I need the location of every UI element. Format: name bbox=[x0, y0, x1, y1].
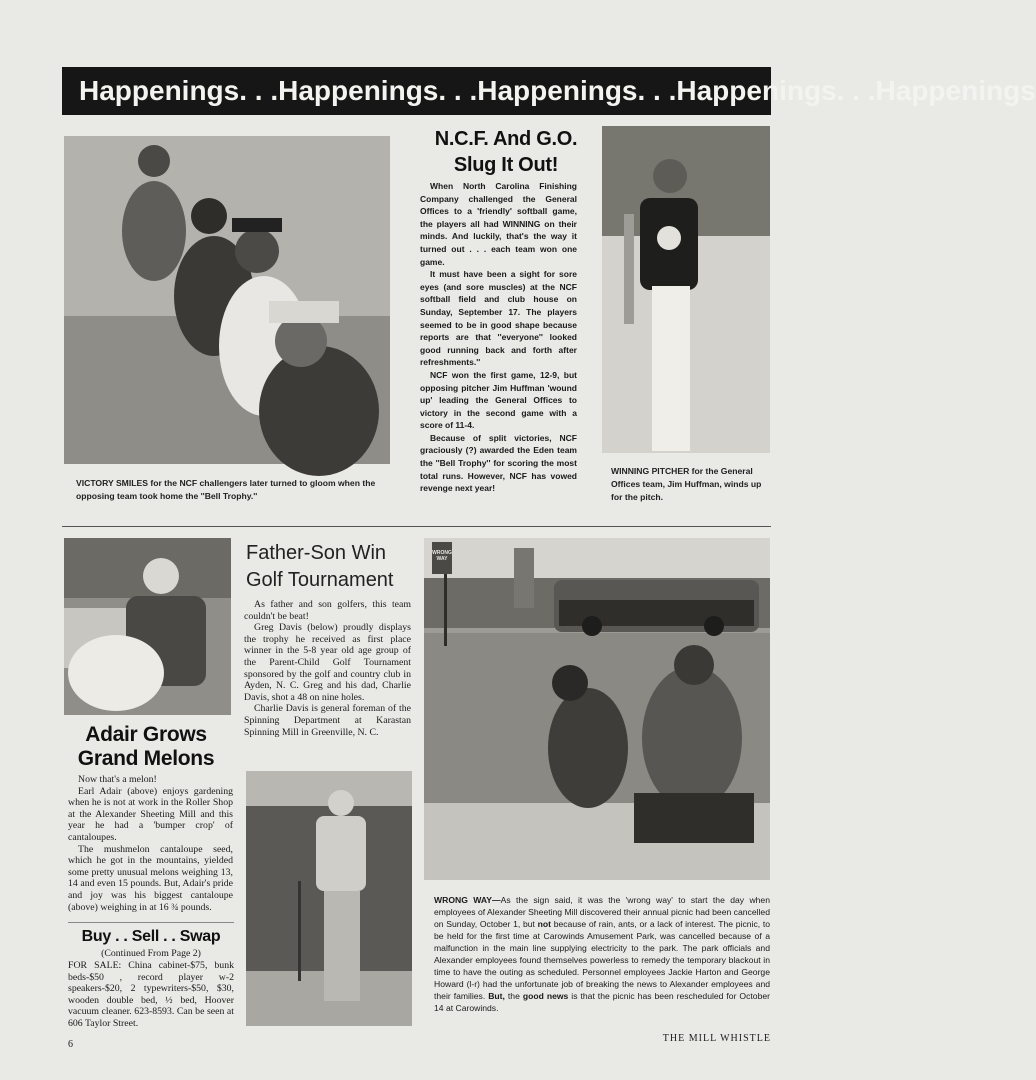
golf-paragraph: Greg Davis (below) proudly displays the trophy he received as first place winner in the 5-8 year old age group of the Parent-Child Golf Tournament sponsored by the golf and country club in Ayden, N. C. Greg and his dad, Charlie Davis, shot a 48 on nine holes. bbox=[244, 622, 411, 703]
wrong-way-text: As the sign said, it was the 'wrong way' to start the day when employees of Alexander Sheeting Mill discovered their annual picnic had been cancelled on Sunday, October 1, but bbox=[434, 895, 770, 929]
golf-paragraph: Charlie Davis is general foreman of the Spinning Department at Karastan Spinning Mill in Greenville, N. C. bbox=[244, 703, 411, 738]
wrong-way-sign-text: WRONG WAY bbox=[432, 550, 452, 562]
melon-paragraph: Earl Adair (above) enjoys gardening when he is not at work in the Roller Shop at the Alexander Sheeting Mill and this year he had a 'bumper crop' of cantaloupes. bbox=[68, 785, 233, 843]
swap-continued: (Continued From Page 2) bbox=[101, 948, 201, 959]
wrong-way-but: But, bbox=[488, 991, 505, 1001]
softball-players-photo bbox=[64, 136, 390, 464]
softball-paragraph: Because of split victories, NCF graciously (?) awarded the Eden team the ''Bell Trophy'' for scoring the most total runs. However, NCF has vowed revenge next year! bbox=[420, 432, 577, 494]
melon-paragraph: The mushmelon cantaloupe seed, which he got in the mountains, yielded some pretty unusual melons weighing 13, 14 and even 15 pounds. But, Adair's pride and joy was his biggest cantaloupe (above) weighing in at 16 ¾ pounds. bbox=[68, 843, 233, 913]
softball-paragraph: When North Carolina Finishing Company challenged the General Offices to a 'friendly' softball game, the players all had WINNING on their minds. And luckily, that's the way it turned out . . . each team won one game. bbox=[420, 181, 577, 267]
melon-article-body bbox=[68, 774, 233, 913]
banner-text: Happenings. . .Happenings. . .Happenings. . .Happenings. . .Happenings bbox=[79, 75, 1036, 106]
softball-paragraph: It must have been a sight for sore eyes (and sore muscles) at the NCF softball field and club house on Sunday, September 17. The players seemed to be in good shape because reports are that ''everyone'' looked good running back and forth after refreshments.'' bbox=[420, 269, 577, 368]
wrong-way-lead: WRONG WAY— bbox=[434, 895, 501, 905]
softball-article-body bbox=[420, 180, 577, 495]
golfer-photo bbox=[246, 771, 412, 1026]
wrong-way-photo bbox=[424, 538, 770, 880]
swap-listing: FOR SALE: China cabinet-$75, bunk beds-$50 , record player w-2 speakers-$20, 2 typewriters-$50, $30, wooden double bed, ½ bed, Hoover vacuum cleaner. 623-8593. Can be seen at 606 Taylor Street. bbox=[68, 960, 234, 1029]
softball-photo-caption: VICTORY SMILES for the NCF challengers later turned to gloom when the opposing team took home the ''Bell Trophy.'' bbox=[76, 478, 376, 501]
melon-paragraph: Now that's a melon! bbox=[78, 774, 157, 785]
swap-divider bbox=[68, 922, 234, 923]
golf-article-body bbox=[244, 599, 411, 738]
wrong-way-text: because of rain, ants, or a lack of interest. The picnic, to be held for the first time at Carowinds Amusement Park, was cancelled because of a malfunction in the main line supplying electricity to the park. The park officials and Alexander employees found themselves powerless to remedy the temporary blackout in time to have the outing as scheduled. Personnel employees Jackie Harton and George Howard (l-r) had the unfortunate job of breaking the news to Alexander employees and their families. bbox=[434, 919, 770, 1001]
golf-paragraph: As father and son golfers, this team couldn't be beat! bbox=[244, 599, 411, 622]
wrong-way-not: not bbox=[537, 919, 551, 929]
softball-headline: N.C.F. And G.O. Slug It Out! bbox=[434, 128, 578, 176]
melon-photo bbox=[64, 538, 231, 715]
melon-headline: Adair Grows Grand Melons bbox=[77, 723, 215, 770]
section-divider bbox=[62, 526, 771, 527]
wrong-way-text: is that the picnic has been rescheduled for October 14 at Carowinds. bbox=[434, 991, 771, 1013]
swap-headline: Buy . . Sell . . Swap bbox=[81, 928, 221, 945]
pitcher-photo-caption: WINNING PITCHER for the General Offices team, Jim Huffman, winds up for the pitch. bbox=[611, 466, 762, 502]
publication-name: THE MILL WHISTLE bbox=[662, 1033, 771, 1044]
wrong-way-good-news: good news bbox=[522, 991, 569, 1001]
golf-headline: Father-Son Win Golf Tournament bbox=[246, 542, 394, 591]
softball-paragraph: NCF won the first game, 12-9, but opposing pitcher Jim Huffman 'wound up' leading the General Offices to victory in the second game with a score of 11-4. bbox=[420, 369, 577, 431]
wrong-way-text: the bbox=[504, 991, 523, 1001]
pitcher-photo bbox=[602, 126, 770, 453]
page-number: 6 bbox=[68, 1039, 73, 1050]
section-banner bbox=[62, 67, 1036, 115]
wrong-way-caption bbox=[434, 894, 770, 1014]
